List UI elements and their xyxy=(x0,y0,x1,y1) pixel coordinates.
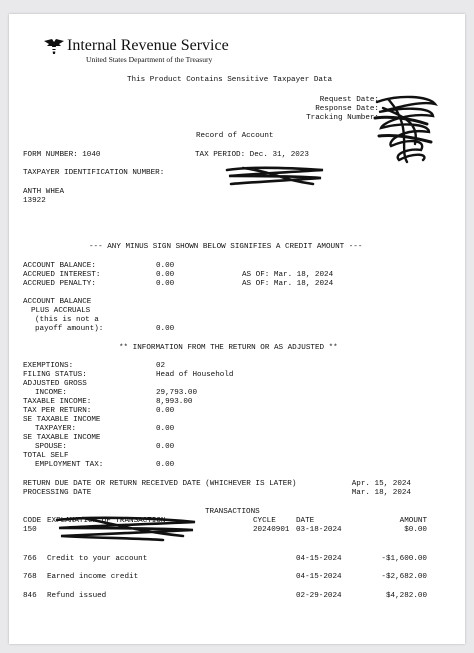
filing-status-label: FILING STATUS: xyxy=(23,371,87,379)
accrued-penalty-value: 0.00 xyxy=(156,280,175,288)
row-explanation: Refund issued xyxy=(47,592,107,600)
account-balance-label: ACCOUNT BALANCE: xyxy=(23,262,96,270)
accrued-interest-asof: AS OF: Mar. 18, 2024 xyxy=(242,271,334,279)
redaction-scribble-tin xyxy=(223,164,327,188)
row-amount: -$2,682.00 xyxy=(381,573,427,581)
plus-accruals-line-2: PLUS ACCRUALS xyxy=(31,307,91,315)
agi-label-2: INCOME: xyxy=(35,389,67,397)
plus-accruals-value: 0.00 xyxy=(156,325,175,333)
credit-note: --- ANY MINUS SIGN SHOWN BELOW SIGNIFIES A CREDIT AMOUNT --- xyxy=(89,243,363,251)
accrued-penalty-label: ACCRUED PENALTY: xyxy=(23,280,96,288)
table-row xyxy=(9,526,465,536)
transactions-heading: TRANSACTIONS xyxy=(205,508,260,516)
total-se-label-1: TOTAL SELF xyxy=(23,452,69,460)
return-due-date-label: RETURN DUE DATE OR RETURN RECEIVED DATE (WHICHEVER IS LATER) xyxy=(23,480,297,488)
table-row xyxy=(9,555,465,565)
plus-accruals-line-1: ACCOUNT BALANCE xyxy=(23,298,92,306)
row-code: 766 xyxy=(23,555,37,563)
taxable-income-value: 8,993.00 xyxy=(156,398,193,406)
col-date: DATE xyxy=(296,517,315,525)
filing-status-value: Head of Household xyxy=(156,371,234,379)
total-se-label-2: EMPLOYMENT TAX: xyxy=(35,461,104,469)
se-taxpayer-value: 0.00 xyxy=(156,425,175,433)
exemptions-value: 02 xyxy=(156,362,166,370)
row-code: 846 xyxy=(23,592,37,600)
return-info-heading: ** INFORMATION FROM THE RETURN OR AS ADJUSTED ** xyxy=(119,344,338,352)
row-date: 02-29-2024 xyxy=(296,592,342,600)
row-amount: $0.00 xyxy=(404,526,427,534)
accrued-interest-label: ACCRUED INTEREST: xyxy=(23,271,101,279)
sensitive-data-notice: This Product Contains Sensitive Taxpayer Data xyxy=(127,76,333,84)
col-code: CODE xyxy=(23,517,42,525)
col-cycle: CYCLE xyxy=(253,517,276,525)
col-explanation: EXPLANATION OF TRANSACTION xyxy=(47,517,166,525)
response-date-label: Response Date: xyxy=(315,105,379,113)
processing-date-label: PROCESSING DATE xyxy=(23,489,92,497)
row-code: 150 xyxy=(23,526,37,534)
total-se-value: 0.00 xyxy=(156,461,175,469)
exemptions-label: EXEMPTIONS: xyxy=(23,362,74,370)
se-spouse-value: 0.00 xyxy=(156,443,175,451)
se-spouse-label-1: SE TAXABLE INCOME xyxy=(23,434,101,442)
document-title: Record of Account xyxy=(196,132,274,140)
agency-name: Internal Revenue Service xyxy=(67,37,229,54)
row-amount: $4,282.00 xyxy=(385,592,427,600)
table-row xyxy=(9,592,465,602)
tax-period: TAX PERIOD: Dec. 31, 2023 xyxy=(195,151,309,159)
col-amount: AMOUNT xyxy=(399,517,427,525)
taxpayer-name: ANTH WHEA xyxy=(23,188,65,196)
document-page xyxy=(9,14,465,644)
processing-date-value: Mar. 18, 2024 xyxy=(351,489,411,497)
row-cycle: 20240901 xyxy=(253,526,290,534)
agi-value: 29,793.00 xyxy=(156,389,198,397)
row-date: 04-15-2024 xyxy=(296,573,342,581)
se-spouse-label-2: SPOUSE: xyxy=(35,443,67,451)
irs-eagle-logo-icon xyxy=(42,37,66,57)
tax-per-return-label: TAX PER RETURN: xyxy=(23,407,92,415)
form-number: FORM NUMBER: 1040 xyxy=(23,151,101,159)
taxable-income-label: TAXABLE INCOME: xyxy=(23,398,92,406)
plus-accruals-line-4: payoff amount): xyxy=(35,325,104,333)
se-taxpayer-label-2: TAXPAYER: xyxy=(35,425,77,433)
row-date: 03-18-2024 xyxy=(296,526,342,534)
taxpayer-zip: 13922 xyxy=(23,197,46,205)
se-taxpayer-label-1: SE TAXABLE INCOME xyxy=(23,416,101,424)
accrued-penalty-asof: AS OF: Mar. 18, 2024 xyxy=(242,280,334,288)
accrued-interest-value: 0.00 xyxy=(156,271,175,279)
return-due-date-value: Apr. 15, 2024 xyxy=(351,480,411,488)
agi-label-1: ADJUSTED GROSS xyxy=(23,380,87,388)
row-amount: -$1,600.00 xyxy=(381,555,427,563)
request-date-label: Request Date: xyxy=(319,96,379,104)
row-date: 04-15-2024 xyxy=(296,555,342,563)
account-balance-value: 0.00 xyxy=(156,262,175,270)
tin-label: TAXPAYER IDENTIFICATION NUMBER: xyxy=(23,169,165,177)
row-code: 768 xyxy=(23,573,37,581)
department-name: United States Department of the Treasury xyxy=(86,55,213,64)
tracking-number-label: Tracking Number: xyxy=(306,114,379,122)
row-explanation: Credit to your account xyxy=(47,555,148,563)
plus-accruals-line-3: (this is not a xyxy=(35,316,99,324)
row-explanation: Earned income credit xyxy=(47,573,139,581)
tax-per-return-value: 0.00 xyxy=(156,407,175,415)
table-row xyxy=(9,573,465,583)
redaction-scribble-request xyxy=(369,88,441,166)
